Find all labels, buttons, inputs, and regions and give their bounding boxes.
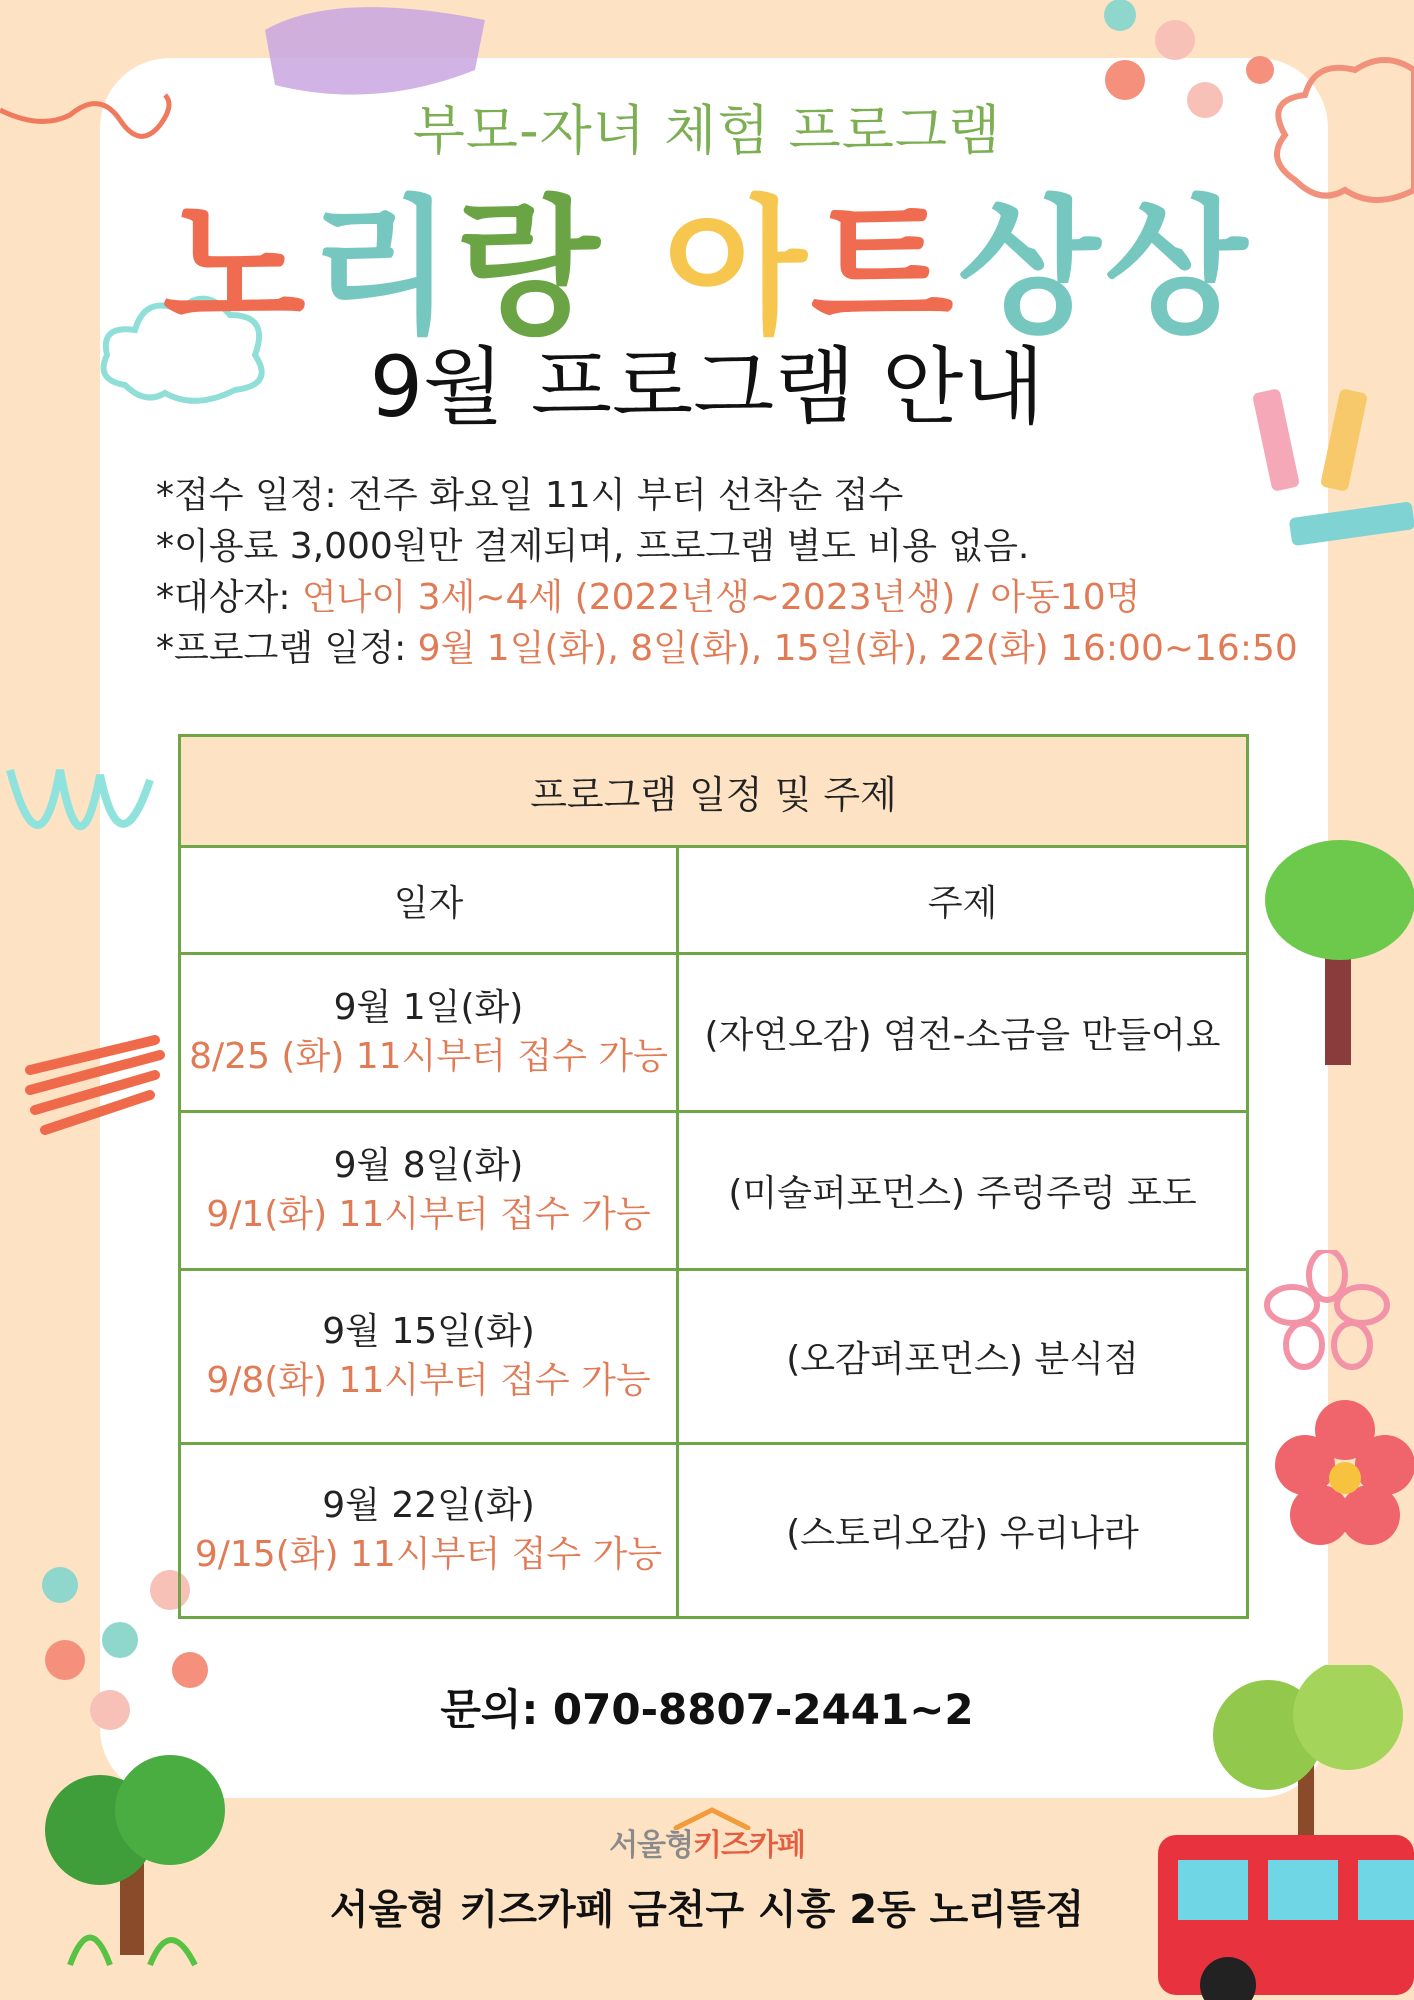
title-letter: 아 bbox=[663, 182, 811, 354]
pink-flower-outline-icon bbox=[1262, 1250, 1392, 1370]
footer-venue: 서울형 키즈카페 금천구 시흥 2동 노리뜰점 bbox=[329, 1887, 1085, 1933]
column-header-date: 일자 bbox=[180, 847, 678, 954]
date-cell bbox=[180, 954, 678, 1112]
kids-cafe-logo bbox=[0, 1820, 1414, 1864]
title-letter: 랑 bbox=[456, 182, 604, 354]
table-row bbox=[180, 954, 1248, 1112]
teal-scribble bbox=[0, 750, 160, 890]
info-schedule-value: 9월 1일(화), 8일(화), 15일(화), 22(화) 16:00~16:50 bbox=[417, 628, 1298, 669]
subtitle: 부모-자녀 체험 프로그램 bbox=[412, 99, 1002, 162]
registration-note: 9/8(화) 11시부터 접수 가능 bbox=[206, 1359, 651, 1401]
logo-text-kidscafe: 키즈카페 bbox=[693, 1828, 805, 1863]
title-letter: 상 bbox=[1104, 182, 1252, 354]
registration-note: 9/1(화) 11시부터 접수 가능 bbox=[206, 1193, 651, 1235]
date-cell bbox=[180, 1112, 678, 1270]
info-line-registration: *접수 일정: 전주 화요일 11시 부터 선착순 접수 bbox=[156, 475, 904, 516]
session-date: 9월 15일(화) bbox=[322, 1310, 535, 1352]
session-date: 9월 8일(화) bbox=[333, 1144, 524, 1186]
date-cell bbox=[180, 1270, 678, 1444]
topic-cell: (미술퍼포먼스) 주렁주렁 포도 bbox=[678, 1112, 1248, 1270]
registration-note: 8/25 (화) 11시부터 접수 가능 bbox=[189, 1035, 668, 1077]
session-date: 9월 1일(화) bbox=[333, 986, 524, 1028]
table-row bbox=[180, 1444, 1248, 1618]
page-heading: 9월 프로그램 안내 bbox=[369, 338, 1045, 436]
column-header-topic: 주제 bbox=[678, 847, 1248, 954]
info-schedule-label: *프로그램 일정: bbox=[156, 628, 418, 669]
date-cell bbox=[180, 1444, 678, 1618]
title-letter: 상 bbox=[957, 182, 1105, 354]
schedule-table bbox=[178, 734, 1249, 1619]
info-block bbox=[156, 470, 1298, 674]
tree-icon bbox=[1260, 825, 1414, 1065]
topic-cell: (자연오감) 염전-소금을 만들어요 bbox=[678, 954, 1248, 1112]
topic-cell: (스토리오감) 우리나라 bbox=[678, 1444, 1248, 1618]
info-line-target bbox=[156, 572, 1298, 623]
title-letter: 트 bbox=[810, 182, 958, 354]
table-caption: 프로그램 일정 및 주제 bbox=[180, 736, 1248, 847]
info-line-schedule bbox=[156, 623, 1298, 674]
info-line-fee: *이용료 3,000원만 결제되며, 프로그램 별도 비용 없음. bbox=[156, 526, 1030, 567]
registration-note: 9/15(화) 11시부터 접수 가능 bbox=[194, 1533, 663, 1575]
table-row bbox=[180, 1270, 1248, 1444]
info-target-label: *대상자: bbox=[156, 577, 302, 618]
title-letter: 리 bbox=[309, 182, 457, 354]
info-target-value: 연나이 3세~4세 (2022년생~2023년생) / 아동10명 bbox=[301, 577, 1141, 618]
table-row bbox=[180, 1112, 1248, 1270]
red-flower-icon bbox=[1275, 1400, 1414, 1550]
title-letter: 노 bbox=[162, 182, 310, 354]
session-date: 9월 22일(화) bbox=[322, 1484, 535, 1526]
purple-crayon-scribble bbox=[255, 0, 495, 100]
contact-info: 문의: 070-8807-2441~2 bbox=[440, 1685, 974, 1734]
coral-scribble bbox=[25, 1030, 165, 1140]
logo-text-seoul: 서울형 bbox=[609, 1828, 694, 1863]
topic-cell: (오감퍼포먼스) 분식점 bbox=[678, 1270, 1248, 1444]
